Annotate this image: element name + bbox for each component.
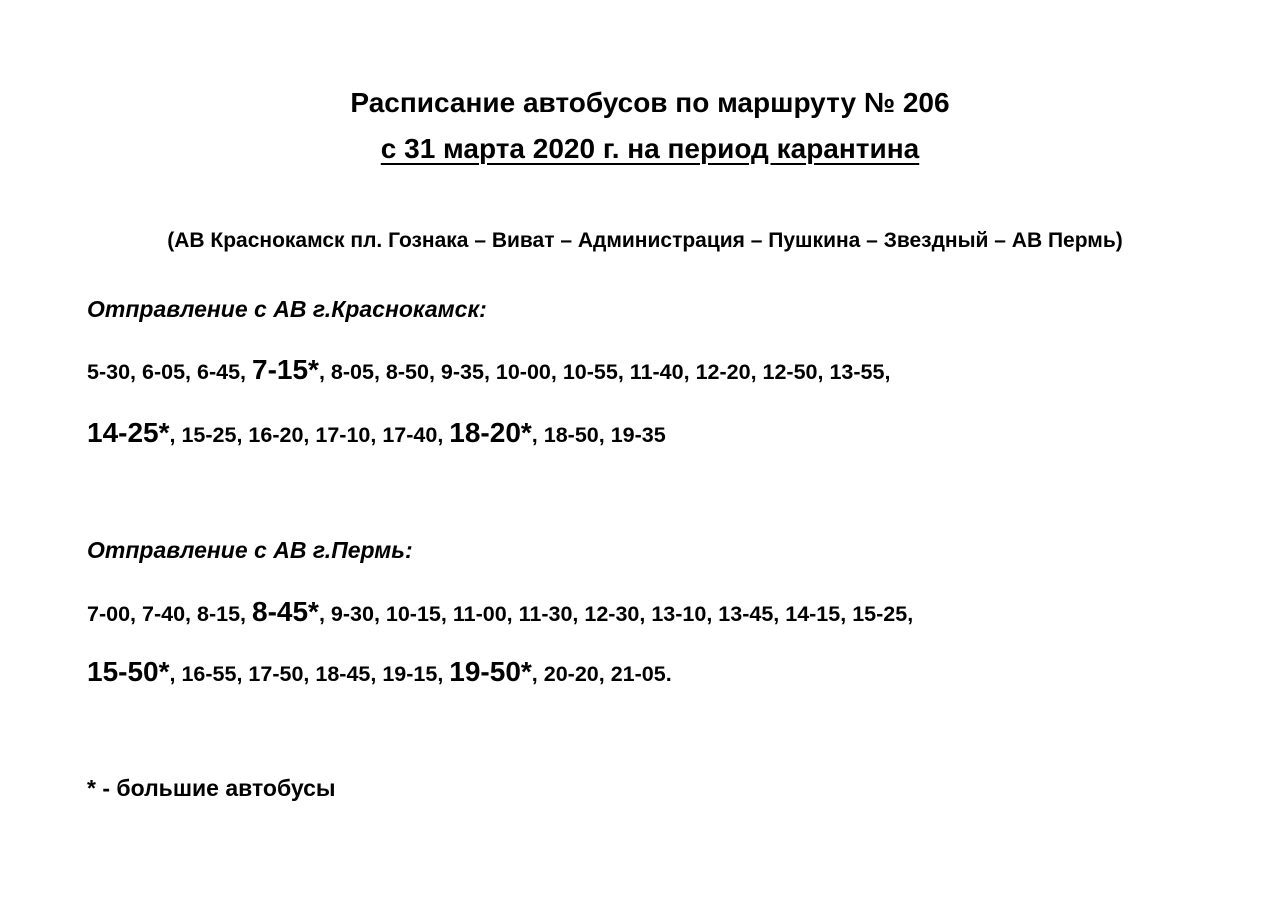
page-subtitle-period: с 31 марта 2020 г. на период карантина [380, 133, 920, 164]
departure-time-big-bus: 14-25* [87, 417, 170, 448]
departure-time: 13-10 [651, 602, 707, 626]
departure-time: 18-45 [315, 662, 371, 686]
departure-time: 11-40 [629, 360, 684, 384]
departure-time: 8-15 [197, 602, 241, 626]
departure-time: 16-55 [181, 662, 237, 686]
footnote-big-buses: * - большие автобусы [87, 775, 336, 801]
departure-time: 15-25 [852, 602, 908, 626]
departure-time: 17-40 [382, 423, 438, 447]
departure-time-big-bus: 8-45* [252, 596, 319, 627]
departure-time: 15-25 [181, 423, 237, 447]
departure-heading-perm: Отправление с АВ г.Пермь: [87, 537, 413, 563]
departure-time: 6-45 [197, 360, 241, 384]
departure-time-big-bus: 15-50* [87, 656, 170, 687]
departure-time: 9-30 [330, 602, 374, 626]
route-stops: (АВ Краснокамск пл. Гознака – Виват – Администрация – Пушкина – Звездный – АВ Пермь) [167, 229, 1123, 252]
departure-time: 6-05 [142, 360, 186, 384]
departure-times-line: 5-30, 6-05, 6-45, 7-15*, 8-05, 8-50, 9-35, 10-00, 10-55, 11-40, 12-20, 12-50, 13-55, [87, 354, 891, 385]
departure-times-line: 15-50*, 16-55, 17-50, 18-45, 19-15, 19-50*, 20-20, 21-05. [87, 656, 672, 687]
departure-time-big-bus: 19-50* [449, 656, 532, 687]
departure-time-big-bus: 7-15* [252, 354, 319, 385]
departure-time: 19-35 [610, 423, 666, 447]
departure-time: 7-00 [87, 602, 131, 626]
departure-time: 11-30 [518, 602, 573, 626]
departure-time: 12-50 [762, 360, 818, 384]
departure-time: 5-30 [87, 360, 131, 384]
departure-time: 9-35 [440, 360, 484, 384]
departure-time: 16-20 [248, 423, 304, 447]
departure-time: 10-55 [562, 360, 618, 384]
departure-time: 10-15 [385, 602, 441, 626]
departure-time: 12-20 [695, 360, 751, 384]
departure-time: 13-55 [829, 360, 885, 384]
departure-time: 8-50 [385, 360, 429, 384]
departure-time: 10-00 [495, 360, 551, 384]
departure-time: 17-50 [248, 662, 304, 686]
departure-time: 11-00 [452, 602, 507, 626]
departure-time: 14-15 [785, 602, 841, 626]
departure-time-big-bus: 18-20* [449, 417, 532, 448]
departure-time: 21-05. [610, 662, 672, 686]
departure-time: 17-10 [315, 423, 371, 447]
departure-time: 7-40 [142, 602, 186, 626]
departure-heading-krasnokamsk: Отправление с АВ г.Краснокамск: [87, 296, 487, 322]
departure-time: 18-50 [543, 423, 599, 447]
page-title: Расписание автобусов по маршруту № 206 [350, 87, 950, 118]
departure-times-line: 14-25*, 15-25, 16-20, 17-10, 17-40, 18-20*, 18-50, 19-35 [87, 417, 666, 448]
departure-time: 20-20 [543, 662, 599, 686]
departure-time: 13-45 [718, 602, 774, 626]
departure-time: 19-15 [382, 662, 438, 686]
departure-times-line: 7-00, 7-40, 8-15, 8-45*, 9-30, 10-15, 11-00, 11-30, 12-30, 13-10, 13-45, 14-15, 15-25, [87, 596, 914, 627]
departure-time: 12-30 [584, 602, 640, 626]
departure-time: 8-05 [330, 360, 374, 384]
